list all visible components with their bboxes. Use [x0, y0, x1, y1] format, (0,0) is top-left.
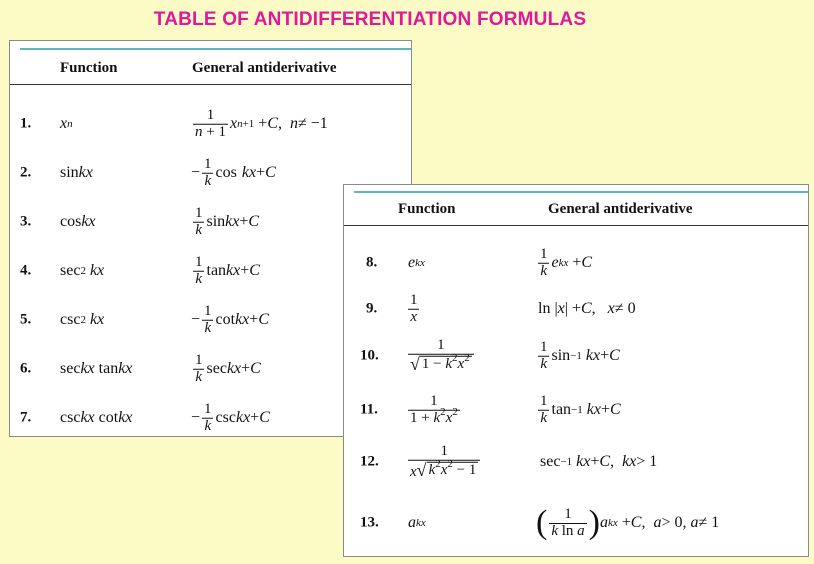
row-number: 6. [20, 360, 32, 377]
row-number: 5. [20, 311, 32, 328]
table-row [344, 503, 808, 543]
table-row [344, 289, 808, 329]
function-expression: csc 2 kx [60, 311, 105, 328]
function-expression: sin kx [60, 164, 93, 181]
row-number: 10. [360, 347, 379, 364]
page-title: TABLE OF ANTIDIFFERENTIATION FORMULAS [153, 9, 587, 30]
row-number: 11. [360, 401, 378, 418]
function-expression: a kx [408, 514, 426, 531]
function-expression: 1 x √ $k^2x^2 - 1$ [406, 444, 482, 481]
function-expression: x n [60, 115, 73, 132]
antiderivative-expression: $\frac{1}{k}$ tan −1 kx + C [540, 392, 621, 426]
table-row [344, 243, 808, 283]
function-expression: cos kx [60, 213, 96, 230]
row-number: 2. [20, 164, 32, 181]
function-expression: $\frac{1}{1 + k^2x^2}$ [410, 392, 458, 426]
header-top-rule [20, 48, 411, 50]
antiderivative-expression: $\frac{1}{n + 1}$ x n+1 + C , n ≠ −1 [195, 106, 328, 140]
column-header-antiderivative: General antiderivative [192, 60, 337, 76]
function-expression: 1 √ $1 - k^2x^2$ [406, 338, 476, 375]
row-number: 13. [360, 514, 379, 531]
antiderivative-expression: $\frac{1}{k}$ e kx + C [540, 245, 593, 279]
column-header-function: Function [60, 60, 118, 76]
row-number: 9. [366, 300, 378, 317]
function-expression: sec kx tan kx [60, 360, 133, 377]
formula-table-right [343, 184, 809, 557]
header-bottom-rule [10, 84, 411, 85]
antiderivative-expression: $\frac{1}{k}$ sin −1 kx + C [540, 338, 620, 372]
header-bottom-rule [344, 225, 808, 226]
row-number: 12. [360, 453, 379, 470]
antiderivative-expression: $\frac{1}{k}$ tan kx + C [195, 253, 260, 287]
table-row [344, 336, 808, 376]
function-expression: csc kx cot kx [60, 409, 133, 426]
table-row [344, 390, 808, 430]
antiderivative-expression: − $\frac{1}{k}$ cos kx + C [191, 155, 276, 189]
header-top-rule [354, 191, 808, 193]
column-header-antiderivative: General antiderivative [548, 201, 693, 217]
row-number: 7. [20, 409, 32, 426]
antiderivative-expression: − $\frac{1}{k}$ csc kx + C [191, 400, 270, 434]
row-number: 4. [20, 262, 32, 279]
row-number: 1. [20, 115, 32, 132]
antiderivative-expression: $\frac{1}{k}$ sin kx + C [195, 204, 260, 238]
antiderivative-expression: ( $\frac{1}{\text{k ln a}}$ ) a kx + C , a > 0, a ≠ 1 [536, 504, 720, 541]
row-number: 3. [20, 213, 32, 230]
antiderivative-expression: sec −1 kx + C , kx > 1 [540, 453, 658, 470]
table-row [344, 442, 808, 482]
function-expression: sec 2 kx [60, 262, 105, 279]
antiderivative-expression: ln | x | + C , x ≠ 0 [538, 300, 636, 317]
column-header-function: Function [398, 201, 456, 217]
table-row [10, 104, 411, 144]
function-expression: e kx [408, 254, 425, 271]
function-expression: $\frac{1}{x}$ [410, 291, 418, 325]
antiderivative-expression: − $\frac{1}{k}$ cot kx + C [191, 302, 269, 336]
antiderivative-expression: $\frac{1}{k}$ sec kx + C [195, 351, 261, 385]
row-number: 8. [366, 254, 378, 271]
